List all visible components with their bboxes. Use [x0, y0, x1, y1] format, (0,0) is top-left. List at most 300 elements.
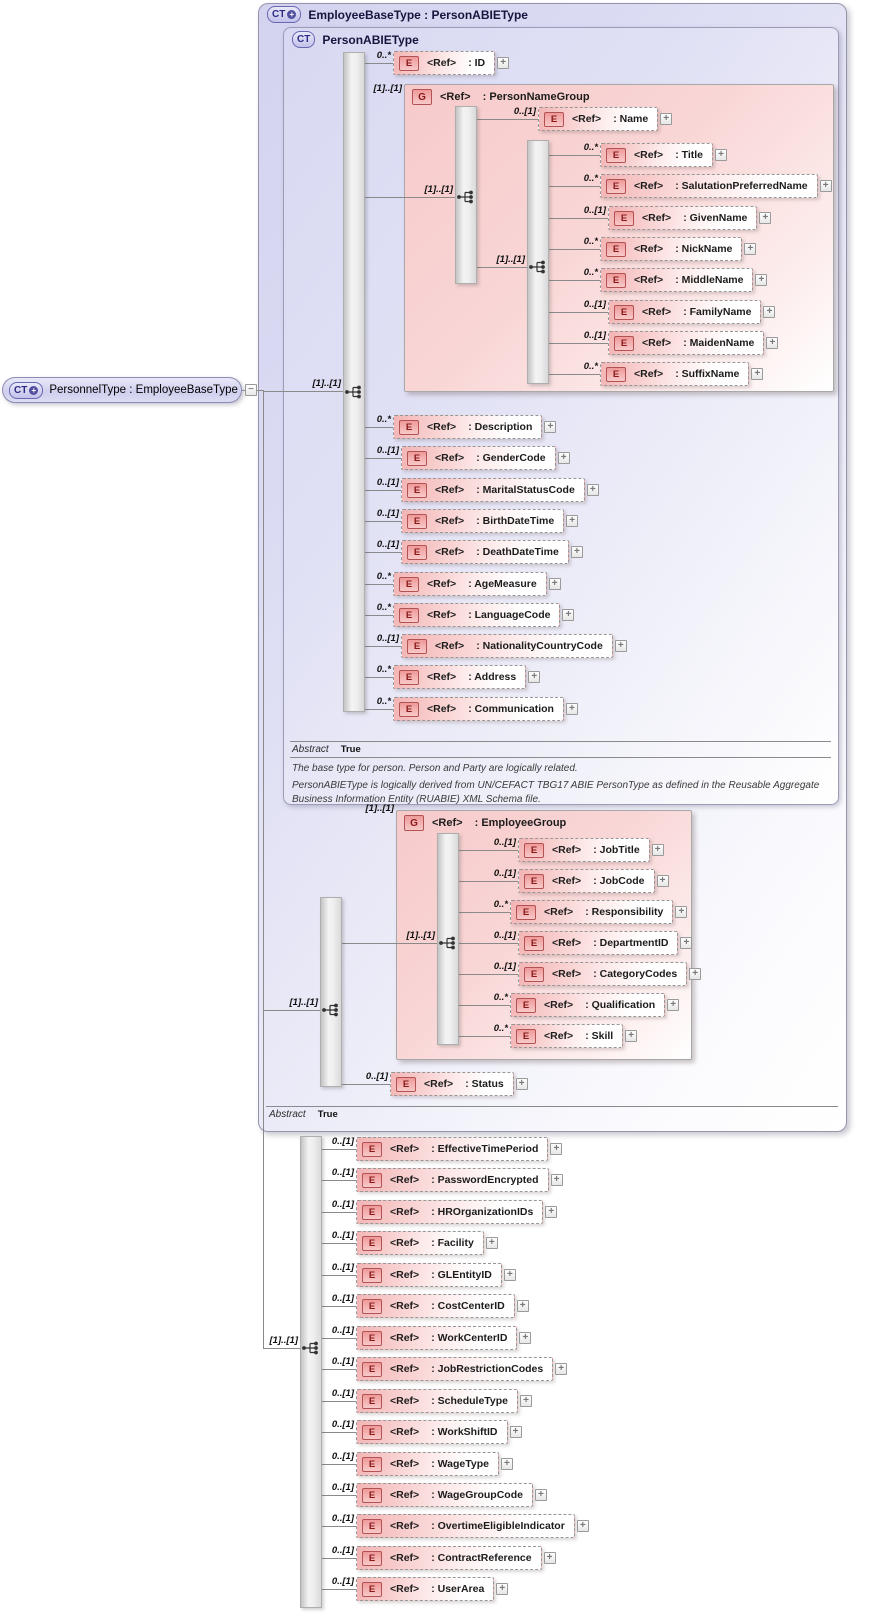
element-box-Responsibility[interactable] [510, 900, 673, 924]
element-badge: E [362, 1488, 382, 1503]
expand-button[interactable]: + [550, 1143, 562, 1155]
sequence-bar [343, 52, 365, 712]
expand-button[interactable]: + [545, 1206, 557, 1218]
element-name: : UserArea [431, 1583, 484, 1595]
expand-button[interactable]: + [519, 1332, 531, 1344]
connector-line [459, 850, 518, 851]
ref-label: <Ref> [427, 57, 457, 69]
cardinality-label: 0..* [493, 1023, 508, 1034]
element-NickName [600, 237, 756, 261]
expand-button[interactable]: + [657, 875, 669, 887]
documentation-text: The base type for person. Person and Party are logically related. [292, 763, 578, 774]
connector-line [322, 1243, 356, 1244]
cardinality-label: [1]..[1] [424, 184, 453, 195]
element-ID [393, 51, 509, 75]
cardinality-label: 0..[1] [331, 1230, 354, 1241]
ref-label: <Ref> [642, 212, 672, 224]
element-box-Skill[interactable] [510, 1024, 623, 1048]
personabietype-title: PersonABIEType [322, 32, 419, 47]
connector-line [365, 677, 393, 678]
cardinality-label: 0..[1] [331, 1325, 354, 1336]
connector-line [459, 974, 518, 975]
element-LanguageCode [393, 603, 574, 627]
expand-button[interactable]: + [667, 999, 679, 1011]
cardinality-label: 0..[1] [493, 837, 516, 848]
sequence-icon[interactable] [301, 1340, 321, 1356]
cardinality-label: 0..[1] [331, 1419, 354, 1430]
expand-button[interactable]: + [566, 703, 578, 715]
element-badge: E [614, 305, 634, 320]
cardinality-label: 0..* [376, 696, 391, 707]
element-box-JobTitle[interactable] [518, 838, 650, 862]
cardinality-label: [1]..[1] [373, 83, 402, 94]
connector-line [549, 374, 600, 375]
cardinality-label: 0..[1] [493, 961, 516, 972]
element-box-GenderCode[interactable] [401, 446, 556, 470]
abstract-value: True [340, 744, 361, 755]
element-MaritalStatusCode [401, 478, 599, 502]
ref-label: <Ref> [435, 515, 465, 527]
element-badge: E [524, 936, 544, 951]
element-box-Communication[interactable] [393, 697, 564, 721]
element-box-ID[interactable] [393, 51, 495, 75]
element-name: : GenderCode [476, 452, 545, 464]
cardinality-label: 0..[1] [376, 508, 399, 519]
element-box-WageGroupCode[interactable] [356, 1483, 533, 1507]
ref-label: <Ref> [390, 1300, 420, 1312]
expand-button[interactable]: + [510, 1426, 522, 1438]
expand-button[interactable]: + [660, 113, 672, 125]
plus-circle-icon: + [29, 386, 38, 395]
sequence-icon[interactable] [438, 935, 458, 951]
element-box-Qualification[interactable] [510, 993, 665, 1017]
abstract-row [269, 1109, 338, 1120]
element-name: : BirthDateTime [476, 515, 554, 527]
cardinality-label: [1]..[1] [365, 803, 394, 814]
ref-label: <Ref> [390, 1520, 420, 1532]
element-ContractReference [356, 1546, 556, 1570]
element-box-BirthDateTime[interactable] [401, 509, 564, 533]
element-badge: E [399, 702, 419, 717]
employeebasetype-header[interactable] [267, 6, 528, 23]
connector-line [322, 1432, 356, 1433]
sequence-icon[interactable] [528, 259, 548, 275]
element-name: : LanguageCode [468, 609, 550, 621]
connector-line [322, 1526, 356, 1527]
element-box-Description[interactable] [393, 415, 542, 439]
connector-line [322, 1401, 356, 1402]
expand-button[interactable]: + [517, 1300, 529, 1312]
element-PasswordEncrypted [356, 1168, 563, 1192]
ref-label: <Ref> [390, 1552, 420, 1564]
element-box-DepartmentID[interactable] [518, 931, 678, 955]
cardinality-label: 0..[1] [331, 1545, 354, 1556]
expand-button[interactable]: + [652, 844, 664, 856]
element-name: : SuffixName [675, 368, 739, 380]
element-GLEntityID [356, 1263, 516, 1287]
element-name: : DeathDateTime [476, 546, 559, 558]
element-box-CategoryCodes[interactable] [518, 962, 687, 986]
connector-line [365, 709, 393, 710]
connector-line [365, 63, 393, 64]
cardinality-label: 0..* [583, 142, 598, 153]
ref-label: <Ref> [390, 1395, 420, 1407]
connector-line [322, 1464, 356, 1465]
cardinality-label: 0..[1] [365, 1071, 388, 1082]
expand-button[interactable]: + [744, 243, 756, 255]
cardinality-label: 0..* [583, 267, 598, 278]
cardinality-label: 0..* [376, 414, 391, 425]
expand-button[interactable]: + [715, 149, 727, 161]
ref-label: <Ref> [544, 906, 574, 918]
expand-button[interactable]: + [516, 1078, 528, 1090]
element-name: : FamilyName [683, 306, 751, 318]
ref-label: <Ref> [544, 1030, 574, 1042]
ref-label: <Ref> [427, 671, 457, 683]
element-badge: E [399, 670, 419, 685]
element-box-SalutationPreferredName[interactable] [600, 174, 818, 198]
ref-label: <Ref> [435, 546, 465, 558]
ref-label: <Ref> [435, 640, 465, 652]
ref-label: <Ref> [427, 578, 457, 590]
element-Skill [510, 1024, 637, 1048]
cardinality-label: 0..* [493, 992, 508, 1003]
personabietype-header[interactable] [292, 31, 419, 48]
expand-button[interactable]: + [501, 1458, 513, 1470]
ref-label: <Ref> [634, 180, 664, 192]
ref-label: <Ref> [435, 484, 465, 496]
expand-button[interactable]: + [675, 906, 687, 918]
expand-button[interactable]: + [528, 671, 540, 683]
group-badge: G [412, 89, 432, 105]
cardinality-label: [1]..[1] [289, 997, 318, 1008]
element-box-Name[interactable] [538, 107, 658, 131]
expand-button[interactable]: + [689, 968, 701, 980]
connector-line [365, 427, 393, 428]
element-box-Address[interactable] [393, 665, 526, 689]
element-box-NationalityCountryCode[interactable] [401, 634, 613, 658]
cardinality-label: 0..* [376, 571, 391, 582]
cardinality-label: 0..[1] [331, 1356, 354, 1367]
element-box-WorkCenterID[interactable] [356, 1326, 517, 1350]
expand-button[interactable]: + [496, 1583, 508, 1595]
connector-line [322, 1180, 356, 1181]
sequence-icon[interactable] [456, 189, 476, 205]
ref-label: <Ref> [634, 243, 664, 255]
element-box-MaritalStatusCode[interactable] [401, 478, 585, 502]
ref-label: <Ref> [390, 1583, 420, 1595]
element-box-Facility[interactable] [356, 1231, 484, 1255]
element-badge: E [606, 273, 626, 288]
element-badge: E [399, 608, 419, 623]
connector-line [459, 881, 518, 882]
element-name: : WageGroupCode [431, 1489, 523, 1501]
ct-badge-label: CT [14, 384, 28, 396]
element-GenderCode [401, 446, 570, 470]
connector-line [322, 1275, 356, 1276]
plus-circle-icon: + [287, 10, 296, 19]
expand-button[interactable]: + [544, 421, 556, 433]
ct-badge-label: CT [297, 34, 311, 45]
cardinality-label: [1]..[1] [269, 1335, 298, 1346]
element-badge: E [516, 998, 536, 1013]
element-UserArea [356, 1577, 508, 1601]
element-box-HROrganizationIDs[interactable] [356, 1200, 543, 1224]
ref-label: <Ref> [634, 274, 664, 286]
element-JobRestrictionCodes [356, 1357, 567, 1381]
element-box-Title[interactable] [600, 143, 713, 167]
cardinality-label: 0..* [583, 173, 598, 184]
connector-line [549, 280, 600, 281]
element-box-JobRestrictionCodes[interactable] [356, 1357, 553, 1381]
element-badge: E [516, 1029, 536, 1044]
element-badge: E [362, 1362, 382, 1377]
abstract-label: Abstract [269, 1109, 306, 1120]
ref-label: <Ref> [390, 1332, 420, 1344]
element-badge: E [407, 514, 427, 529]
element-Name [538, 107, 672, 131]
connector-line [365, 552, 401, 553]
element-SalutationPreferredName [600, 174, 832, 198]
element-SuffixName [600, 362, 763, 386]
cardinality-label: [1]..[1] [406, 930, 435, 941]
expand-button[interactable]: + [755, 274, 767, 286]
element-box-NickName[interactable] [600, 237, 742, 261]
element-DeathDateTime [401, 540, 583, 564]
personneltype-title: PersonnelType : EmployeeBaseType [49, 384, 238, 396]
expand-button[interactable]: + [751, 368, 763, 380]
element-box-DeathDateTime[interactable] [401, 540, 569, 564]
element-badge: E [362, 1236, 382, 1251]
connector-line [459, 1005, 510, 1006]
sequence-icon[interactable] [321, 1002, 341, 1018]
element-Description [393, 415, 556, 439]
connector-line [322, 1306, 356, 1307]
connector-line [459, 912, 510, 913]
element-badge: E [614, 211, 634, 226]
element-name: : MaidenName [683, 337, 754, 349]
element-name: : ScheduleType [431, 1395, 508, 1407]
ref-label: <Ref> [552, 875, 582, 887]
element-Title [600, 143, 727, 167]
cardinality-label: 0..[1] [583, 299, 606, 310]
element-badge: E [362, 1582, 382, 1597]
employeegroup-header [404, 815, 566, 831]
element-box-FamilyName[interactable] [608, 300, 761, 324]
element-box-MiddleName[interactable] [600, 268, 753, 292]
documentation-text: PersonABIEType is logically derived from UN/CEFACT TBG17 ABIE PersonType as defined in the Reusable Aggregate Business Information Entity (RUABIE) XML Schema file. [292, 780, 820, 805]
expand-button[interactable]: + [625, 1030, 637, 1042]
ref-label: <Ref> [427, 703, 457, 715]
element-Communication [393, 697, 578, 721]
ref-label: <Ref> [390, 1206, 420, 1218]
element-Facility [356, 1231, 498, 1255]
element-name: : Description [468, 421, 532, 433]
expand-button[interactable]: + [486, 1237, 498, 1249]
personneltype-node[interactable] [2, 377, 242, 403]
element-WageGroupCode [356, 1483, 547, 1507]
expand-button[interactable]: + [562, 609, 574, 621]
ref-label: <Ref> [390, 1237, 420, 1249]
ref-label: <Ref> [634, 368, 664, 380]
ref-label: <Ref> [427, 609, 457, 621]
element-badge: E [407, 451, 427, 466]
cardinality-label: 0..[1] [583, 205, 606, 216]
expand-button[interactable]: + [549, 578, 561, 590]
expand-button[interactable]: + [763, 306, 775, 318]
connector-line [263, 391, 343, 392]
cardinality-label: [1]..[1] [312, 378, 341, 389]
element-FamilyName [608, 300, 775, 324]
element-box-WorkShiftID[interactable] [356, 1420, 508, 1444]
element-box-LanguageCode[interactable] [393, 603, 560, 627]
connector-line [365, 458, 401, 459]
expand-button[interactable]: + [759, 212, 771, 224]
element-name: : OvertimeEligibleIndicator [431, 1520, 565, 1532]
connector-line [365, 584, 393, 585]
connector-line [549, 343, 608, 344]
element-box-ContractReference[interactable] [356, 1546, 542, 1570]
ref-label: <Ref> [552, 968, 582, 980]
element-NationalityCountryCode [401, 634, 627, 658]
element-box-GivenName[interactable] [608, 206, 757, 230]
connector-line [263, 1010, 320, 1011]
element-OvertimeEligibleIndicator [356, 1514, 589, 1538]
element-GivenName [608, 206, 771, 230]
element-HROrganizationIDs [356, 1200, 557, 1224]
element-badge: E [407, 545, 427, 560]
element-name: : WorkShiftID [431, 1426, 497, 1438]
ref-label: <Ref> [552, 844, 582, 856]
cardinality-label: 0..[1] [376, 477, 399, 488]
connector-line [322, 1149, 356, 1150]
element-Qualification [510, 993, 679, 1017]
element-badge: E [399, 56, 419, 71]
element-box-GLEntityID[interactable] [356, 1263, 502, 1287]
connector-line [365, 521, 401, 522]
expand-button[interactable]: + [497, 57, 509, 69]
element-box-UserArea[interactable] [356, 1577, 494, 1601]
cardinality-label: 0..* [493, 899, 508, 910]
element-box-Status[interactable] [390, 1072, 514, 1096]
element-badge: E [362, 1268, 382, 1283]
element-box-AgeMeasure[interactable] [393, 572, 547, 596]
element-box-ScheduleType[interactable] [356, 1389, 518, 1413]
element-box-JobCode[interactable] [518, 869, 655, 893]
element-name: : WorkCenterID [431, 1332, 507, 1344]
cardinality-label: 0..[1] [331, 1199, 354, 1210]
expand-button[interactable]: + [820, 180, 832, 192]
element-box-MaidenName[interactable] [608, 331, 764, 355]
element-DepartmentID [518, 931, 692, 955]
element-name: : NationalityCountryCode [476, 640, 603, 652]
expand-button[interactable]: + [587, 484, 599, 496]
expand-button[interactable]: + [577, 1520, 589, 1532]
connector-line [263, 1348, 300, 1349]
expand-button[interactable]: + [558, 452, 570, 464]
element-badge: E [516, 905, 536, 920]
element-badge: E [362, 1331, 382, 1346]
expand-button[interactable]: + [520, 1395, 532, 1407]
sequence-icon[interactable] [344, 384, 364, 400]
connector-line [322, 1495, 356, 1496]
cardinality-label: 0..[1] [376, 445, 399, 456]
element-box-EffectiveTimePeriod[interactable] [356, 1137, 548, 1161]
expand-button[interactable]: + [504, 1269, 516, 1281]
expand-button[interactable]: + [615, 640, 627, 652]
element-name: : JobCode [593, 875, 644, 887]
cardinality-label: 0..[1] [583, 330, 606, 341]
element-box-SuffixName[interactable] [600, 362, 749, 386]
ref-label: <Ref> [432, 817, 463, 829]
cardinality-label: 0..* [376, 602, 391, 613]
element-name: : Communication [468, 703, 554, 715]
ref-label: <Ref> [390, 1174, 420, 1186]
ref-label: <Ref> [552, 937, 582, 949]
sequence-bar [300, 1136, 322, 1608]
ref-label: <Ref> [435, 452, 465, 464]
expand-button[interactable]: + [535, 1489, 547, 1501]
divider [266, 1106, 838, 1107]
ct-badge [267, 6, 301, 23]
element-name: : CostCenterID [431, 1300, 505, 1312]
element-name: : GivenName [683, 212, 747, 224]
ref-label: <Ref> [427, 421, 457, 433]
element-badge: E [362, 1519, 382, 1534]
ref-label: <Ref> [642, 306, 672, 318]
expand-button[interactable]: + [680, 937, 692, 949]
collapse-button[interactable]: − [245, 384, 257, 396]
group-badge: G [404, 815, 424, 831]
ct-badge [9, 382, 43, 399]
element-badge: E [606, 367, 626, 382]
element-box-PasswordEncrypted[interactable] [356, 1168, 549, 1192]
element-name: : DepartmentID [593, 937, 668, 949]
connector-line [263, 390, 264, 1348]
element-badge: E [606, 242, 626, 257]
divider [290, 757, 831, 758]
connector-line [549, 249, 600, 250]
element-name: : WageType [431, 1458, 489, 1470]
expand-button[interactable]: + [551, 1174, 563, 1186]
element-name: : PasswordEncrypted [431, 1174, 538, 1186]
element-box-OvertimeEligibleIndicator[interactable] [356, 1514, 575, 1538]
expand-button[interactable]: + [571, 546, 583, 558]
element-box-CostCenterID[interactable] [356, 1294, 515, 1318]
element-name: : Skill [585, 1030, 613, 1042]
expand-button[interactable]: + [544, 1552, 556, 1564]
element-name: : MiddleName [675, 274, 743, 286]
expand-button[interactable]: + [766, 337, 778, 349]
connector-line [322, 1338, 356, 1339]
element-badge: E [362, 1142, 382, 1157]
element-badge: E [524, 967, 544, 982]
cardinality-label: 0..[1] [331, 1167, 354, 1178]
element-name: : Address [468, 671, 516, 683]
expand-button[interactable]: + [555, 1363, 567, 1375]
expand-button[interactable]: + [566, 515, 578, 527]
connector-line [477, 267, 527, 268]
ct-badge [292, 31, 315, 48]
ref-label: <Ref> [440, 91, 471, 103]
element-name: : CategoryCodes [593, 968, 677, 980]
element-badge: E [362, 1394, 382, 1409]
cardinality-label: [1]..[1] [496, 254, 525, 265]
element-name: : SalutationPreferredName [675, 180, 807, 192]
element-badge: E [396, 1077, 416, 1092]
element-name: : EffectiveTimePeriod [431, 1143, 538, 1155]
element-box-WageType[interactable] [356, 1452, 499, 1476]
